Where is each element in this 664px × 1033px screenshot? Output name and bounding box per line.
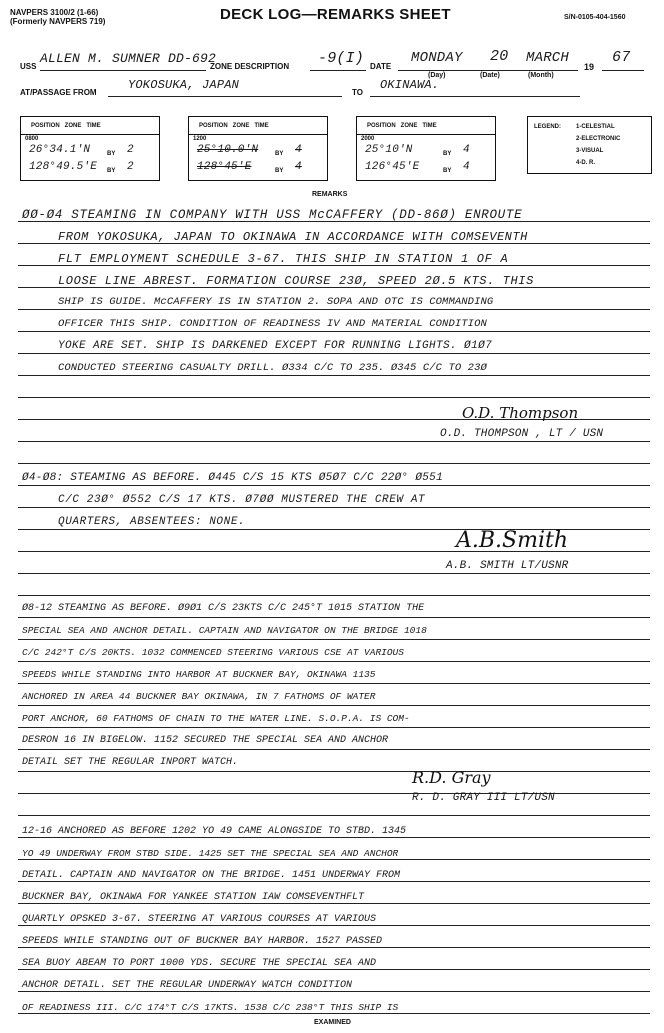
ruled-line [18,617,650,618]
by-label: BY [275,168,284,174]
log-line: QUARTERS, ABSENTEES: NONE. [58,516,246,528]
ruled-line [18,463,650,464]
date-month: MARCH [526,50,570,66]
log-line: OF READINESS III. C/C 174°T C/S 17KTS. 1538 C/C 238°T THIS SHIP IS [22,1002,399,1013]
ruled-line [18,969,650,970]
position-box-1200 [188,116,328,181]
log-line: FROM YOKOSUKA, JAPAN TO OKINAWA IN ACCORDANCE WITH COMSEVENTH [58,230,528,244]
log-line: ANCHOR DETAIL. SET THE REGULAR UNDERWAY WATCH CONDITION [22,980,353,991]
signature-block-thompson: O.D. THOMPSON , LT / USN [440,428,604,440]
ruled-line [18,661,650,662]
ruled-line [18,903,650,904]
signature-smith: A.B.Smith [456,528,569,553]
by-label: BY [107,151,116,157]
ruled-line [18,991,650,992]
stock-number: S/N-0105-404-1560 [564,14,626,21]
ruled-line [18,1013,650,1014]
ruled-line [18,771,650,772]
by-label: BY [275,151,284,157]
legend-item: 3-VISUAL [576,148,604,154]
position-time: 1200 [193,136,207,142]
form-id [10,8,105,26]
passage-to-label: TO [352,88,363,97]
by-lat-value: 4 [295,144,302,156]
position-box-header: POSITION ZONE TIME [31,123,101,129]
log-line: C/C 23Ø° Ø552 C/S 17 KTS. Ø7ØØ MUSTERED THE CREW AT [58,494,426,506]
ruled-line [18,925,650,926]
passage-from: YOKOSUKA, JAPAN [128,78,240,92]
ruled-line [18,793,650,794]
ruled-line [18,507,650,508]
ruled-line [18,639,650,640]
position-time: 0800 [25,136,39,142]
ruled-line [18,859,650,860]
position-lat: 26°34.1'N [29,144,91,156]
log-line: QUARTLY OPSKED 3-67. STEERING AT VARIOUS COURSES AT VARIOUS [22,914,377,925]
by-lon-value: 2 [127,161,134,173]
log-line: C/C 242°T C/S 20KTS. 1032 COMMENCED STEERING VARIOUS CSE AT VARIOUS [22,647,404,658]
signature-gray: R.D. Gray [412,768,491,787]
by-lat-value: 4 [463,144,470,156]
position-time: 2000 [361,136,375,142]
log-line: BUCKNER BAY, OKINAWA FOR YANKEE STATION IAW COMSEVENTHFLT [22,892,365,903]
passage-from-line [108,96,342,97]
remarks-heading: REMARKS [312,191,348,198]
by-label: BY [443,151,452,157]
zone-description-value: -9(I) [318,50,365,67]
ruled-line [18,441,650,442]
year-line [602,70,644,71]
ruled-line [18,485,650,486]
year-prefix: 19 [584,62,595,72]
date-year: 67 [612,49,631,66]
log-line: SPECIAL SEA AND ANCHOR DETAIL. CAPTAIN AND NAVIGATOR ON THE BRIDGE 1018 [22,625,427,636]
by-lat-value: 2 [127,144,134,156]
log-line: DETAIL SET THE REGULAR INPORT WATCH. [22,757,239,768]
form-id-line2: (Formerly NAVPERS 719) [10,17,106,26]
ruled-line [18,705,650,706]
position-box-divider [21,134,159,135]
ship-name-line [40,70,206,71]
form-id-line1: NAVPERS 3100/2 (1-66) [10,8,99,17]
position-lat: 25°10.0'N [197,144,259,156]
passage-to: OKINAWA. [380,78,440,92]
position-lon: 126°45'E [365,161,420,173]
log-line: CONDUCTED STEERING CASUALTY DRILL. Ø334 C/C TO 235. Ø345 C/C TO 23Ø [58,362,487,374]
log-line: YOKE ARE SET. SHIP IS DARKENED EXCEPT FOR RUNNING LIGHTS. Ø1Ø7 [58,340,493,352]
ruled-line [18,683,650,684]
legend-item: 2-ELECTRONIC [576,136,621,142]
signature-block-gray: R. D. GRAY III LT/USN [412,792,555,804]
ruled-line [18,881,650,882]
position-box-2000 [356,116,496,181]
ruled-line [18,595,650,596]
ruled-line [18,309,650,310]
month-caption: (Month) [528,72,554,79]
ruled-line [18,837,650,838]
date-label: DATE [370,62,392,71]
date-line [398,70,578,71]
log-line: 12-16 ANCHORED AS BEFORE 1202 YO 49 CAME ALONGSIDE TO STBD. 1345 [22,826,407,837]
passage-to-line [370,96,580,97]
zone-line [310,70,366,71]
position-box-header: POSITION ZONE TIME [367,123,437,129]
examined-label: EXAMINED [314,1019,351,1026]
signature-block-smith: A.B. SMITH LT/USNR [446,560,569,572]
ruled-line [18,353,650,354]
uss-label: USS [20,62,37,71]
ruled-line [18,375,650,376]
position-box-header: POSITION ZONE TIME [199,123,269,129]
legend-item: 1-CELESTIAL [576,124,615,130]
log-line: SEA BUOY ABEAM TO PORT 1000 YDS. SECURE THE SPECIAL SEA AND [22,958,377,969]
log-line: LOOSE LINE ABREST. FORMATION COURSE 23Ø, SPEED 2Ø.5 KTS. THIS [58,274,534,288]
log-line: FLT EMPLOYMENT SCHEDULE 3-67. THIS SHIP IN STATION 1 OF A [58,252,509,266]
date-day: MONDAY [411,50,463,66]
zone-description-label: ZONE DESCRIPTION [210,62,290,71]
ruled-line [18,815,650,816]
legend-label: LEGEND: [534,124,561,130]
passage-label: AT/PASSAGE FROM [20,88,97,97]
log-line: ØØ-Ø4 STEAMING IN COMPANY WITH USS McCAFFERY (DD-86Ø) ENROUTE [22,208,523,222]
log-line: YO 49 UNDERWAY FROM STBD SIDE. 1425 SET THE SPECIAL SEA AND ANCHOR [22,848,399,859]
position-box-0800 [20,116,160,181]
log-line: PORT ANCHOR, 60 FATHOMS OF CHAIN TO THE WATER LINE. S.O.P.A. IS COM- [22,713,410,724]
log-line: ANCHORED IN AREA 44 BUCKNER BAY OKINAWA, IN 7 FATHOMS OF WATER [22,691,376,702]
log-line: DESRON 16 IN BIGELOW. 1152 SECURED THE SPECIAL SEA AND ANCHOR [22,735,389,746]
ruled-line [18,749,650,750]
log-line: SPEEDS WHILE STANDING OUT OF BUCKNER BAY HARBOR. 1527 PASSED [22,936,383,947]
ship-name: ALLEN M. SUMNER DD-692 [40,51,217,66]
ruled-line [18,397,650,398]
position-lon: 128°49.5'E [29,161,98,173]
by-lon-value: 4 [295,161,302,173]
log-line: Ø8-12 STEAMING AS BEFORE. Ø9Ø1 C/S 23KTS C/C 245°T 1015 STATION THE [22,603,425,614]
legend-box [527,116,652,174]
log-line: Ø4-Ø8: STEAMING AS BEFORE. Ø445 C/S 15 KTS Ø5Ø7 C/C 22Ø° Ø551 [22,472,443,484]
date-caption: (Date) [480,72,500,79]
date-date: 20 [490,48,509,65]
log-line: SPEEDS WHILE STANDING INTO HARBOR AT BUCKNER BAY, OKINAWA 1135 [22,669,376,680]
position-lon: 128°45'E [197,161,252,173]
log-line: DETAIL. CAPTAIN AND NAVIGATOR ON THE BRIDGE. 1451 UNDERWAY FROM [22,870,401,881]
log-line: SHIP IS GUIDE. McCAFFERY IS IN STATION 2. SOPA AND OTC IS COMMANDING [58,296,494,308]
position-lat: 25°10'N [365,144,413,156]
ruled-line [18,727,650,728]
position-box-divider [189,134,327,135]
page-title: DECK LOG—REMARKS SHEET [220,6,451,23]
ruled-line [18,331,650,332]
log-line: OFFICER THIS SHIP. CONDITION OF READINESS IV AND MATERIAL CONDITION [58,318,487,330]
legend-item: 4-D. R. [576,160,596,166]
position-box-divider [357,134,495,135]
by-label: BY [443,168,452,174]
by-label: BY [107,168,116,174]
by-lon-value: 4 [463,161,470,173]
day-caption: (Day) [428,72,446,79]
ruled-line [18,573,650,574]
signature-thompson: O.D. Thompson [462,404,579,422]
ruled-line [18,947,650,948]
